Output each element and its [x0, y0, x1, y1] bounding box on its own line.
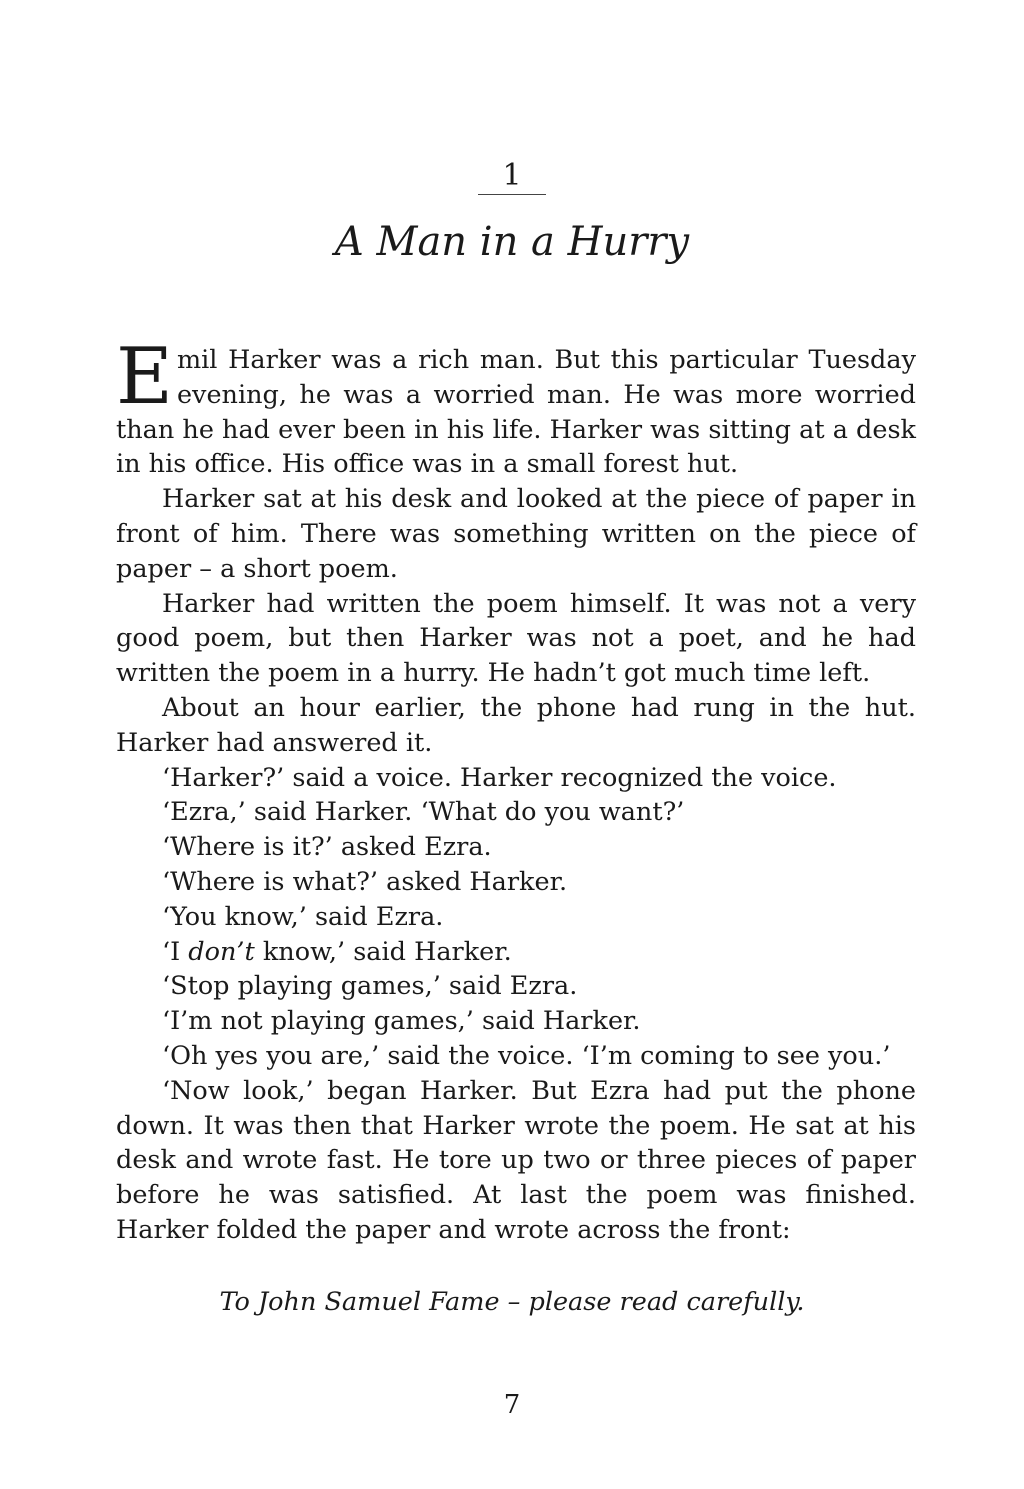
dialogue-line: ‘Stop playing games,’ said Ezra. — [162, 971, 578, 1002]
dialogue-line: ‘You know,’ said Ezra. — [162, 901, 444, 932]
drop-cap: E — [116, 332, 173, 422]
dialogue-line: ‘Harker?’ said a voice. Harker recognized the voice. — [162, 762, 837, 793]
paragraph-opening — [116, 332, 916, 482]
paragraph-opening-text: mil Harker was a rich man. But this particular Tuesday evening, he was a worried man. He was more worried than he had ever been in his life. Harker was sitting at a desk in his office. His office was in a small forest hut. — [116, 345, 916, 480]
body-text — [116, 332, 916, 1248]
closing-line: To John Samuel Fame – please read carefully. — [219, 1287, 805, 1317]
dialogue-line: ‘Where is what?’ asked Harker. — [162, 866, 568, 897]
chapter-title: A Man in a Hurry — [334, 219, 690, 265]
emphasis-text: don’t — [188, 936, 255, 967]
dialogue-text: know,’ said Harker. — [254, 936, 512, 967]
dialogue-line: ‘Where is it?’ asked Ezra. — [162, 832, 492, 863]
dialogue-line — [116, 935, 916, 970]
page-number: 7 — [503, 1390, 521, 1420]
paragraph: Harker sat at his desk and looked at the piece of paper in front of him. There was something written on the piece of paper – a short poem. — [116, 484, 916, 584]
dialogue-line: ‘Ezra,’ said Harker. ‘What do you want?’ — [162, 797, 685, 828]
dialogue-line: ‘I’m not playing games,’ said Harker. — [162, 1006, 641, 1037]
chapter-rule — [478, 194, 546, 195]
paragraph: ‘Now look,’ began Harker. But Ezra had put the phone down. It was then that Harker wrote the poem. He sat at his desk and wrote fast. He tore up two or three pieces of paper before he was satisfied. At last the poem was finished. Harker folded the paper and wrote across the front: — [116, 1075, 916, 1245]
chapter-number: 1 — [502, 158, 522, 193]
dialogue-line: ‘Oh yes you are,’ said the voice. ‘I’m coming to see you.’ — [162, 1040, 891, 1071]
paragraph: About an hour earlier, the phone had rung in the hut. Harker had answered it. — [116, 692, 916, 758]
dialogue-text: ‘I — [162, 936, 189, 967]
paragraph: Harker had written the poem himself. It was not a very good poem, but then Harker was not a poet, and he had written the poem in a hurry. He hadn’t got much time left. — [116, 588, 916, 689]
